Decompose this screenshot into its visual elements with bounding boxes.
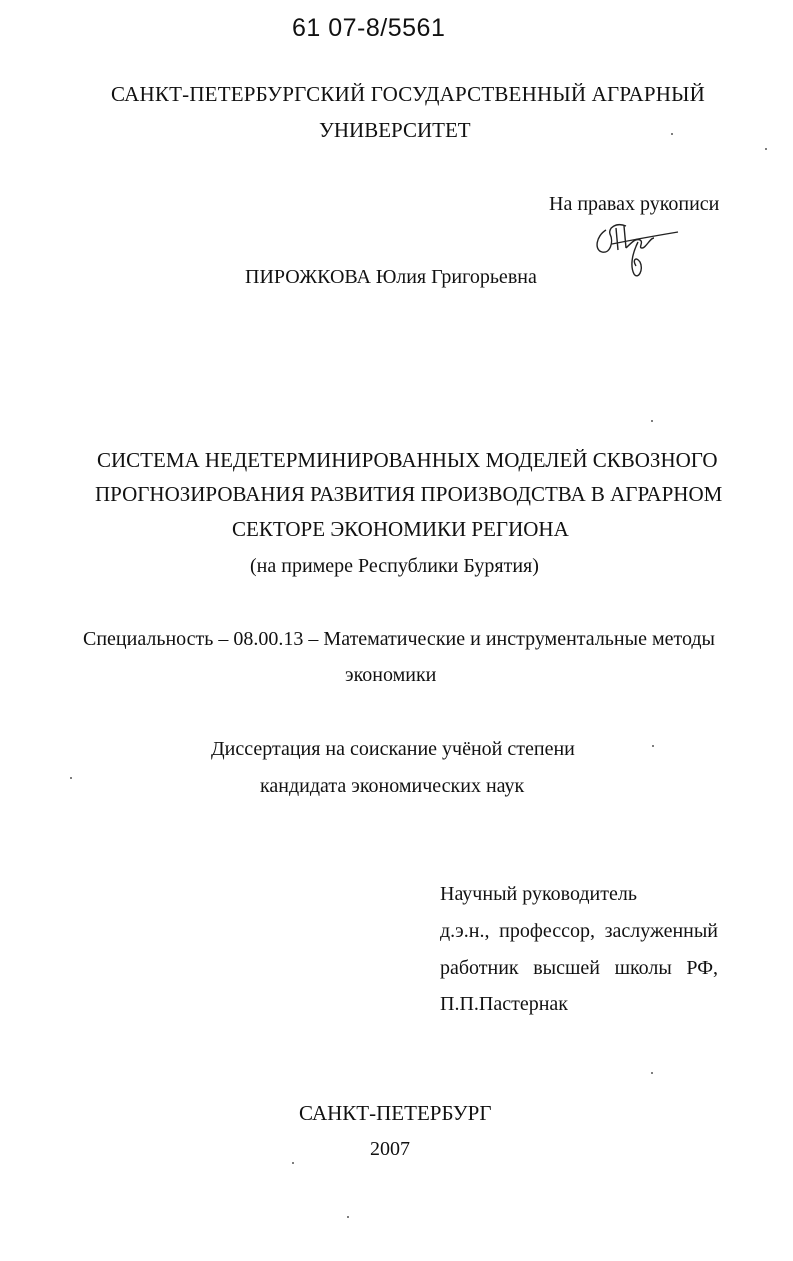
dissertation-title-line2: ПРОГНОЗИРОВАНИЯ РАЗВИТИЯ ПРОИЗВОДСТВА В АГРАРНОМ (95, 482, 723, 506)
scan-speck (765, 148, 767, 150)
advisor-name: П.П.Пастернак (440, 993, 568, 1015)
scan-speck (652, 745, 654, 747)
advisor-credentials-line1: д.э.н., профессор, заслуженный (440, 920, 718, 942)
scan-speck (70, 777, 72, 779)
dissertation-subtitle: (на примере Республики Бурятия) (250, 555, 539, 577)
advisor-label: Научный руководитель (440, 883, 637, 905)
scan-speck (651, 420, 653, 422)
dissertation-title-line3: СЕКТОРЕ ЭКОНОМИКИ РЕГИОНА (232, 517, 569, 541)
university-name-line1: САНКТ-ПЕТЕРБУРГСКИЙ ГОСУДАРСТВЕННЫЙ АГРАРНЫЙ (111, 82, 706, 106)
archive-code: 61 07-8/5561 (292, 14, 446, 42)
degree-line2: кандидата экономических наук (260, 775, 525, 797)
city: САНКТ-ПЕТЕРБУРГ (299, 1101, 492, 1125)
scan-speck (347, 1216, 349, 1218)
author-name: ПИРОЖКОВА Юлия Григорьевна (245, 266, 537, 288)
scan-speck (292, 1162, 294, 1164)
specialty-line2: экономики (345, 664, 437, 686)
scan-speck (671, 133, 673, 135)
manuscript-rights-note: На правах рукописи (549, 193, 720, 215)
specialty-line1: Специальность – 08.00.13 – Математические и инструментальные методы (83, 628, 715, 650)
advisor-credentials-line2: работник высшей школы РФ, (440, 957, 718, 979)
scan-speck (651, 1072, 653, 1074)
dissertation-title-line1: СИСТЕМА НЕДЕТЕРМИНИРОВАННЫХ МОДЕЛЕЙ СКВОЗНОГО (97, 448, 718, 472)
degree-line1: Диссертация на соискание учёной степени (211, 738, 575, 760)
year: 2007 (370, 1138, 410, 1160)
handwritten-signature (592, 216, 684, 282)
university-name-line2: УНИВЕРСИТЕТ (319, 118, 471, 142)
